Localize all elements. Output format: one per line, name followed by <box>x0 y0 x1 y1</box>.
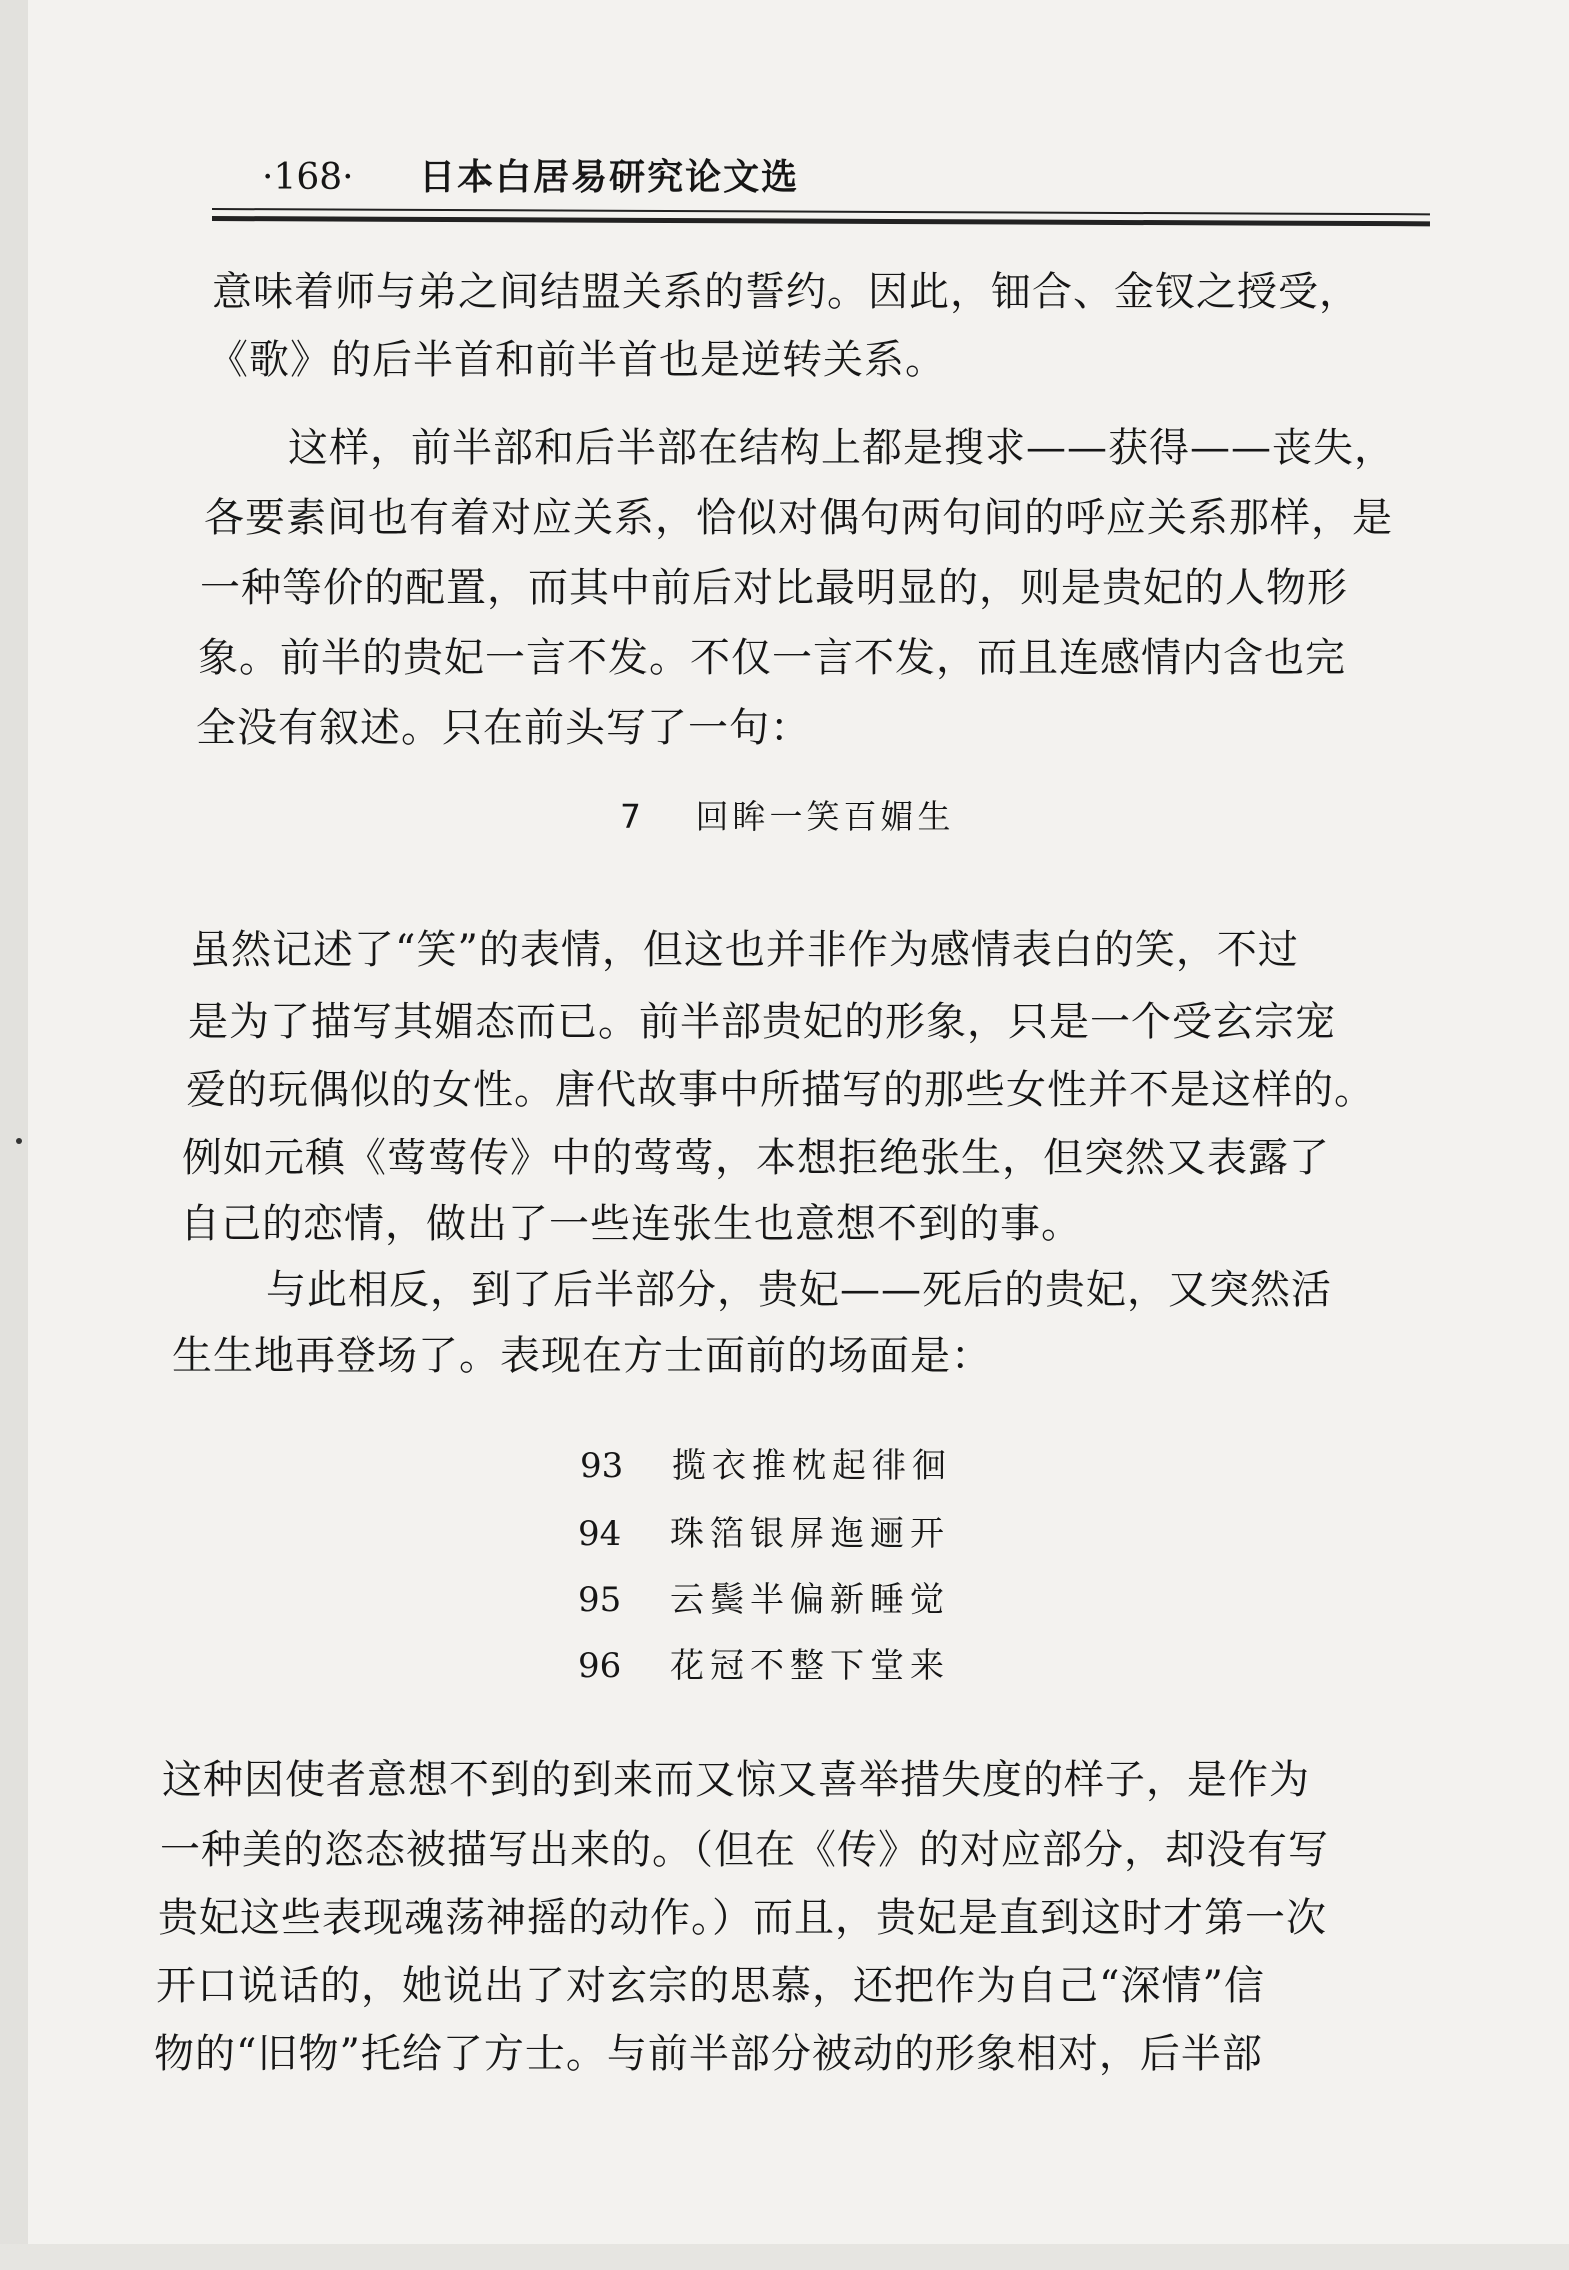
quoted-verse-number: 7 <box>620 797 645 836</box>
text-line: 开口说话的，她说出了对玄宗的思慕，还把作为自己“深情”信 <box>156 1963 1265 2009</box>
verse-line <box>578 1508 950 1560</box>
verse-number: 95 <box>578 1580 622 1620</box>
verse-text: 云鬓半偏新睡觉 <box>670 1580 950 1620</box>
text-line: 象。前半的贵妃一言不发。不仅一言不发，而且连感情内含也完 <box>198 635 1346 681</box>
quoted-verse-text: 回眸一笑百媚生 <box>695 797 955 836</box>
text-line: 这样，前半部和后半部在结构上都是搜求——获得——丧失， <box>206 425 1395 471</box>
text-line: 物的“旧物”托给了方士。与前半部分被动的形象相对，后半部 <box>154 2031 1263 2077</box>
text-line: 一种等价的配置，而其中前后对比最明显的，则是贵妃的人物形 <box>200 565 1348 611</box>
page-bottom-shadow <box>0 2244 1569 2270</box>
verse-number: 94 <box>578 1514 622 1554</box>
verse-line <box>578 1640 950 1692</box>
text-line: 自己的恋情，做出了一些连张生也意想不到的事。 <box>180 1201 1082 1247</box>
text-line: 例如元稹《莺莺传》中的莺莺，本想拒绝张生，但突然又表露了 <box>182 1135 1330 1181</box>
text-line: 爱的玩偶似的女性。唐代故事中所描写的那些女性并不是这样的。 <box>186 1067 1375 1113</box>
text-line: 各要素间也有着对应关系，恰似对偶句两句间的呼应关系那样，是 <box>204 495 1393 541</box>
verse-text: 揽衣推枕起徘徊 <box>672 1446 952 1486</box>
quoted-verse <box>620 792 955 842</box>
page-edge-shadow <box>0 0 28 2270</box>
verse-number: 93 <box>580 1446 624 1486</box>
text-line: 贵妃这些表现魂荡神摇的动作。）而且，贵妃是直到这时才第一次 <box>158 1895 1327 1941</box>
text-line: 虽然记述了“笑”的表情，但这也并非作为感情表白的笑，不过 <box>190 927 1299 973</box>
text-line: 《歌》的后半首和前半首也是逆转关系。 <box>208 337 946 383</box>
running-header <box>262 148 1422 208</box>
text-line: 全没有叙述。只在前头写了一句： <box>196 705 811 751</box>
book-title: 日本白居易研究论文选 <box>419 157 800 198</box>
verse-number: 96 <box>578 1646 622 1686</box>
text-line: 生生地再登场了。表现在方士面前的场面是： <box>172 1333 992 1379</box>
text-line: 意味着师与弟之间结盟关系的誓约。因此，钿合、金钗之授受， <box>212 269 1360 315</box>
header-rule-thick <box>212 216 1430 226</box>
verse-text: 珠箔银屏迤逦开 <box>670 1514 950 1554</box>
text-line: 这种因使者意想不到的到来而又惊又喜举措失度的样子，是作为 <box>162 1757 1310 1803</box>
verse-text: 花冠不整下堂来 <box>670 1646 950 1686</box>
text-line: 一种美的恣态被描写出来的。（但在《传》的对应部分，却没有写 <box>160 1827 1329 1873</box>
header-rule-thin <box>212 208 1430 215</box>
verse-line <box>578 1574 950 1626</box>
text-line: 是为了描写其媚态而已。前半部贵妃的形象，只是一个受玄宗宠 <box>188 999 1336 1045</box>
margin-speck <box>16 1138 22 1144</box>
text-line: 与此相反，到了后半部分，贵妃——死后的贵妃，又突然活 <box>184 1267 1332 1313</box>
page-number: ·168· <box>262 157 354 198</box>
verse-line <box>580 1440 952 1492</box>
